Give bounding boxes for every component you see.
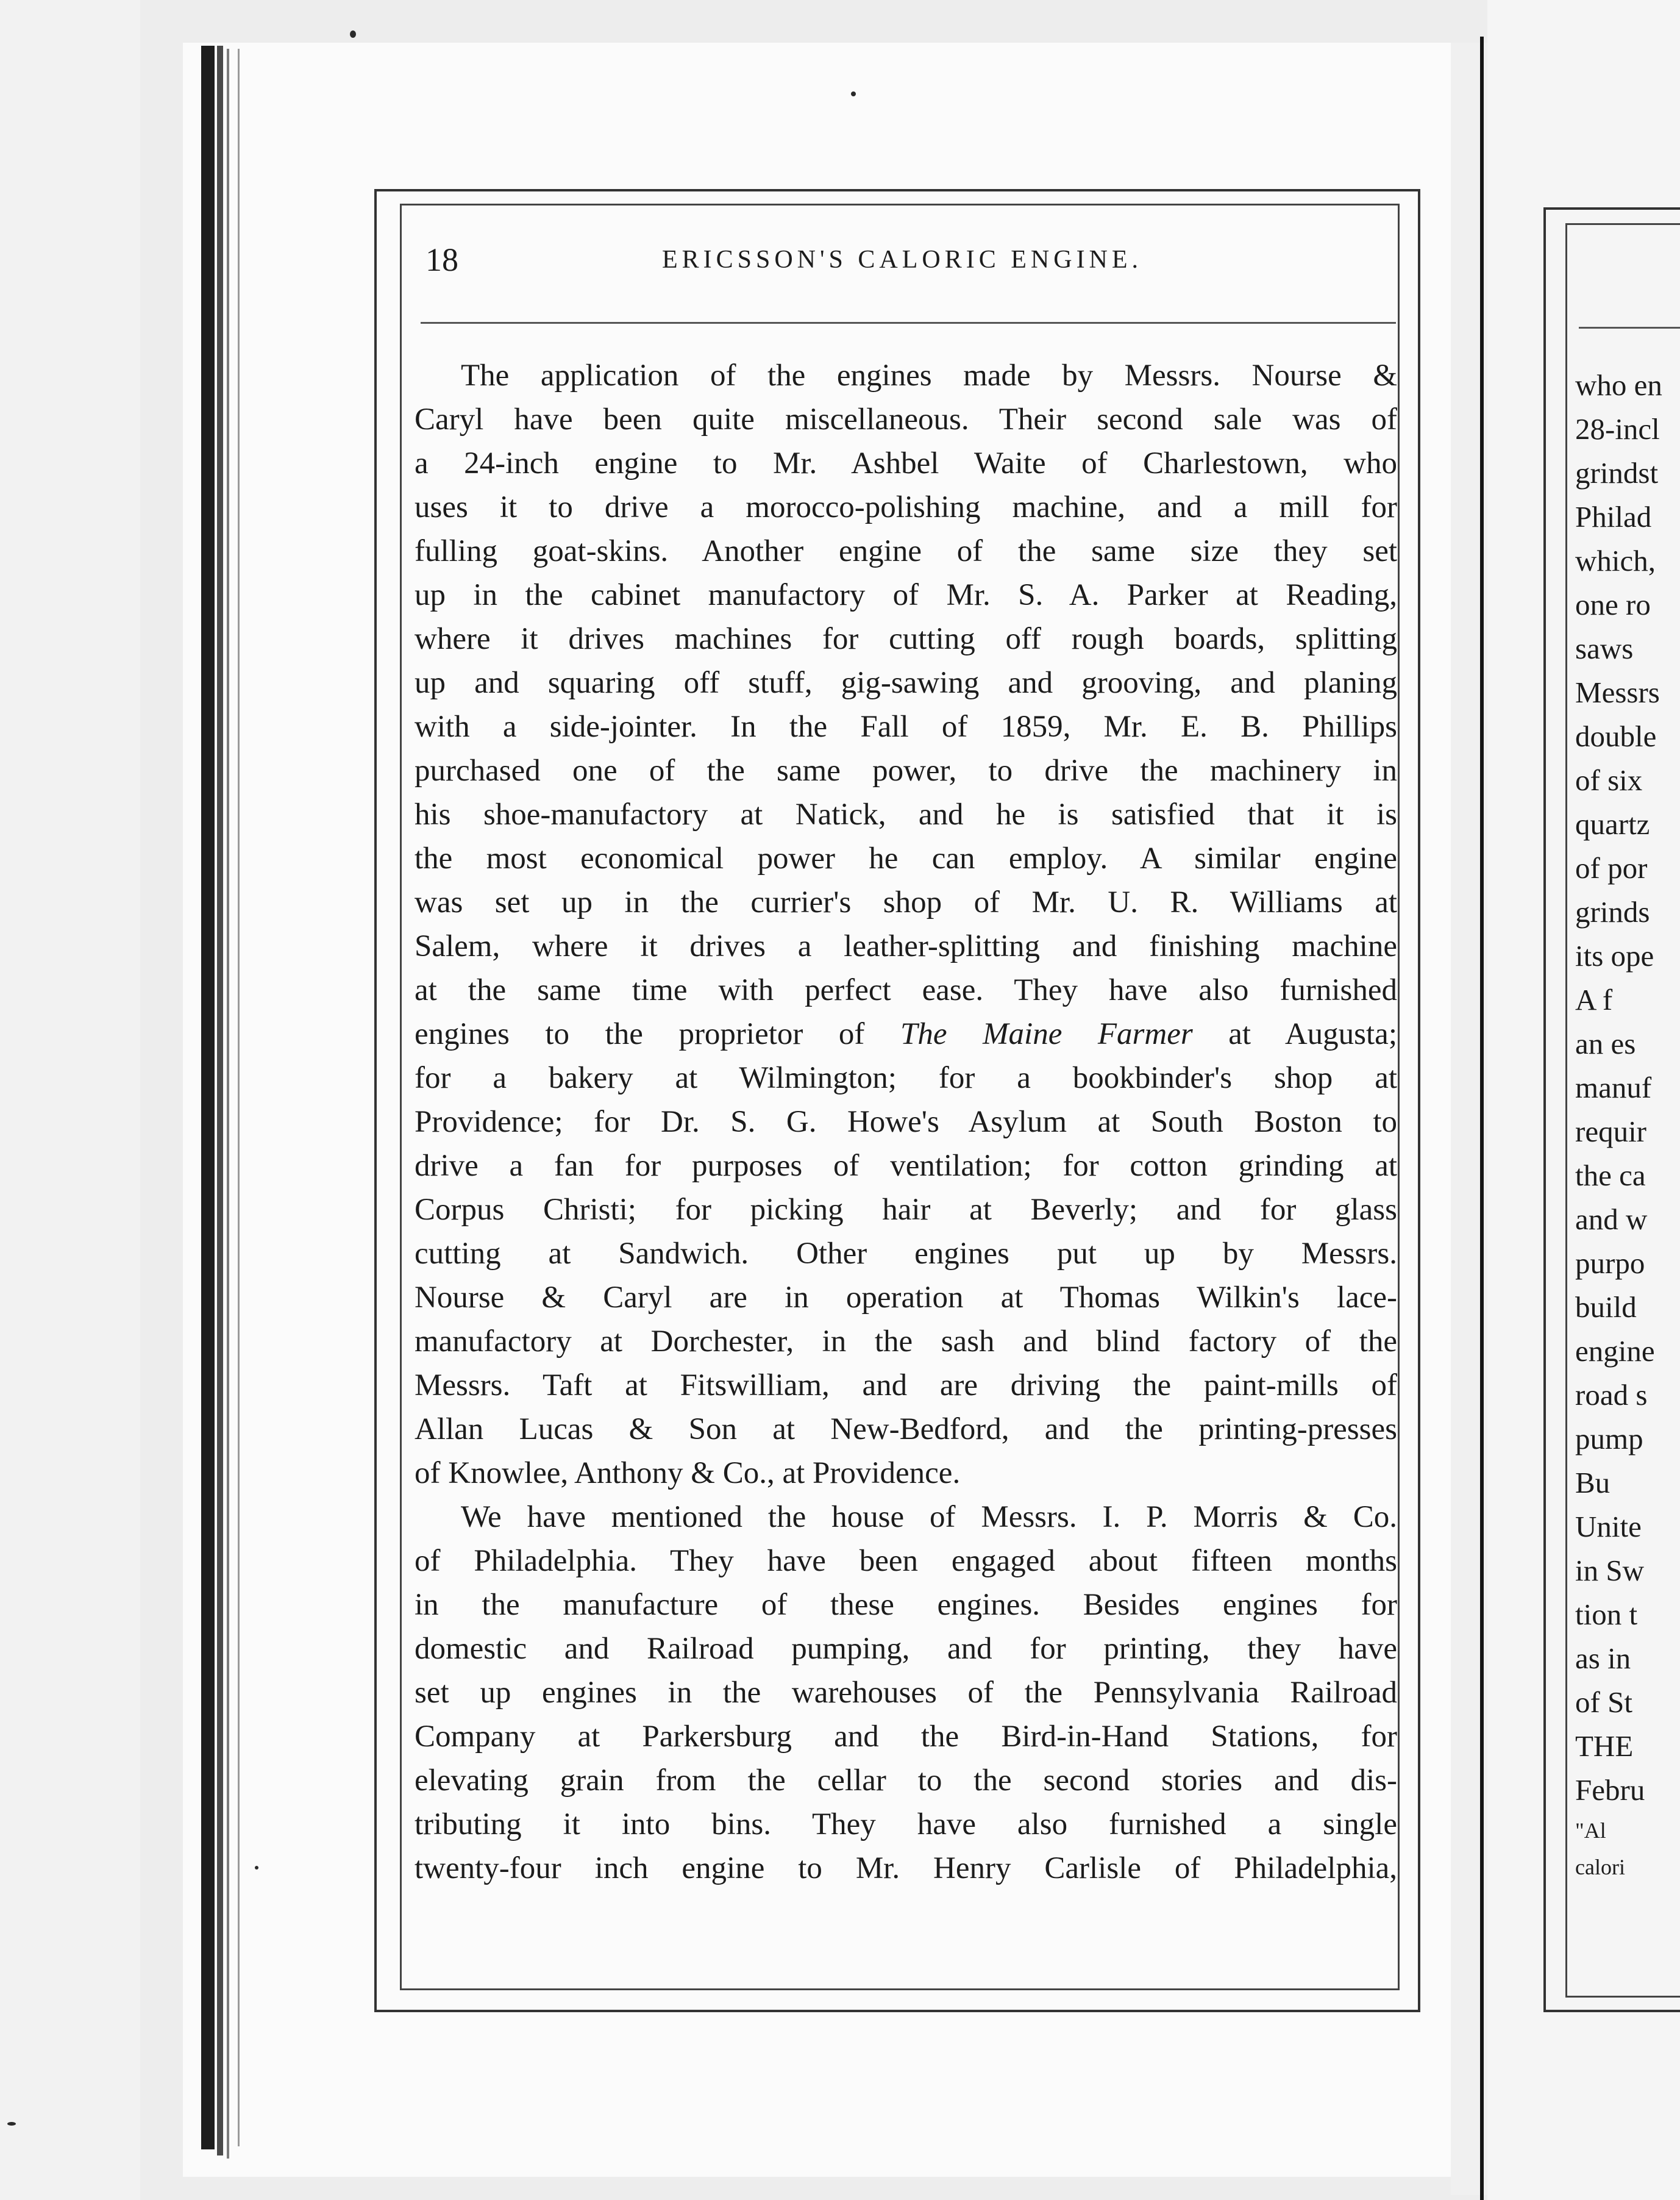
text-line: elevating grain from the cellar to the second stories and dis- [415, 1763, 1397, 1798]
text-line: for a bakery at Wilmington; for a bookbinder's shop at [415, 1061, 1397, 1095]
page-stack-edge [201, 46, 215, 2149]
text-line: tributing it into bins. They have also furnished a single [415, 1807, 1397, 1841]
text-line: set up engines in the warehouses of the Pennsylvania Railroad [415, 1676, 1397, 1710]
text-line: his shoe-manufactory at Natick, and he is satisfied that it is [415, 798, 1397, 832]
text-line: drive a fan for purposes of ventilation; for cotton grinding at [415, 1149, 1397, 1183]
ink-speck [7, 2122, 16, 2126]
fragment-line: requir [1575, 1115, 1646, 1148]
text-line: a 24-inch engine to Mr. Ashbel Waite of Charlestown, who [415, 446, 1397, 480]
gutter-shadow [1480, 37, 1484, 2200]
fragment-line: grinds [1575, 895, 1650, 929]
fragment-line: road s [1575, 1378, 1648, 1412]
fragment-line: manuf [1575, 1071, 1652, 1104]
fragment-line: which, [1575, 544, 1656, 577]
fragment-line: grindst [1575, 456, 1659, 490]
text-segment: at Augusta; [1228, 1017, 1397, 1051]
fragment-line: Unite [1575, 1510, 1642, 1543]
text-line: fulling goat-skins. Another engine of the same size they set [415, 534, 1397, 568]
fragment-line: build [1575, 1290, 1637, 1324]
text-line: where it drives machines for cutting off rough boards, splitting [415, 622, 1397, 656]
text-line: with a side-jointer. In the Fall of 1859, Mr. E. B. Phillips [415, 710, 1397, 744]
running-head [421, 235, 1384, 284]
text-line: domestic and Railroad pumping, and for printing, they have [415, 1632, 1397, 1666]
fragment-line: Febru [1575, 1773, 1645, 1807]
left-margin-edge [0, 0, 140, 2200]
ink-speck [350, 30, 356, 38]
text-line: Corpus Christi; for picking hair at Beverly; and for glass [415, 1193, 1397, 1227]
ink-speck [851, 91, 856, 96]
text-line: uses it to drive a morocco-polishing machine, and a mill for [415, 490, 1397, 524]
fragment-line: an es [1575, 1027, 1636, 1060]
facing-page-text [1575, 363, 1680, 1885]
fragment-line: who en [1575, 368, 1662, 402]
text-line: Caryl have been quite miscellaneous. Their second sale was of [415, 402, 1397, 437]
fragment-line: in Sw [1575, 1554, 1645, 1587]
text-line: Messrs. Taft at Fitswilliam, and are driving the paint-mills of [415, 1368, 1397, 1402]
header-rule [421, 322, 1396, 324]
fragment-line: "Al [1575, 1818, 1606, 1843]
fragment-line: 28-incl [1575, 412, 1660, 446]
fragment-line: THE [1575, 1729, 1634, 1763]
text-line: of Philadelphia. They have been engaged about fifteen months [415, 1544, 1397, 1578]
fragment-line: double [1575, 720, 1657, 753]
page-stack-edge-inner [217, 46, 223, 2155]
fragment-line: Messrs [1575, 676, 1660, 709]
fragment-line: purpo [1575, 1246, 1645, 1280]
text-line: up and squaring off stuff, gig-sawing and grooving, and planing [415, 666, 1397, 700]
fragment-line: quartz [1575, 807, 1650, 841]
page-stack-line-2 [238, 49, 240, 2146]
fragment-line: the ca [1575, 1159, 1646, 1192]
text-line: up in the cabinet manufactory of Mr. S. A. Parker at Reading, [415, 578, 1397, 612]
text-line-with-italic [415, 1012, 1397, 1056]
text-line: in the manufacture of these engines. Besides engines for [415, 1588, 1397, 1622]
text-line: twenty-four inch engine to Mr. Henry Carlisle of Philadelphia, [415, 1851, 1397, 1885]
text-line: Providence; for Dr. S. G. Howe's Asylum at South Boston to [415, 1105, 1397, 1139]
running-title: ERICSSON'S CALORIC ENGINE. [661, 246, 1143, 274]
fragment-line: of six [1575, 763, 1643, 797]
text-line: purchased one of the same power, to drive the machinery in [415, 754, 1397, 788]
fragment-line: Bu [1575, 1466, 1611, 1499]
fragment-line: its ope [1575, 939, 1654, 973]
ink-speck [255, 1866, 258, 1870]
text-line: at the same time with perfect ease. They have also furnished [415, 973, 1397, 1007]
text-line: We have mentioned the house of Messrs. I. P. Morris & Co. [461, 1500, 1397, 1534]
fragment-line: calori [1575, 1855, 1625, 1879]
fragment-line: as in [1575, 1641, 1631, 1675]
page-number: 18 [425, 241, 458, 278]
text-line: Company at Parkersburg and the Bird-in-Hand Stations, for [415, 1720, 1397, 1754]
text-line: of Knowlee, Anthony & Co., at Providence. [415, 1456, 961, 1490]
fragment-line: of St [1575, 1685, 1632, 1719]
text-line: was set up in the currier's shop of Mr. U. R. Williams at [415, 885, 1397, 920]
text-line: manufactory at Dorchester, in the sash and blind factory of the [415, 1324, 1397, 1359]
fragment-line: A f [1575, 983, 1613, 1016]
fragment-line: engine [1575, 1334, 1655, 1368]
fragment-line: tion t [1575, 1598, 1638, 1631]
text-line: the most economical power he can employ. A similar engine [415, 841, 1397, 876]
text-line: Nourse & Caryl are in operation at Thomas Wilkin's lace- [415, 1280, 1397, 1315]
fragment-line: saws [1575, 632, 1634, 665]
body-text [415, 354, 1397, 1890]
text-line: The application of the engines made by Messrs. Nourse & [461, 359, 1397, 393]
italic-title: The Maine Farmer [900, 1017, 1193, 1051]
text-line: cutting at Sandwich. Other engines put up by Messrs. [415, 1237, 1397, 1271]
fragment-line: of por [1575, 851, 1648, 885]
fragment-line: one ro [1575, 588, 1651, 621]
page-stack-line [227, 49, 229, 2159]
text-line: Salem, where it drives a leather-splitting and finishing machine [415, 929, 1397, 963]
text-segment: engines to the proprietor of [415, 1017, 865, 1051]
facing-page-header-rule [1579, 327, 1680, 329]
fragment-line: and w [1575, 1202, 1648, 1236]
fragment-line: pump [1575, 1422, 1643, 1455]
text-line: Allan Lucas & Son at New-Bedford, and the printing-presses [415, 1412, 1397, 1446]
fragment-line: Philad [1575, 500, 1652, 534]
